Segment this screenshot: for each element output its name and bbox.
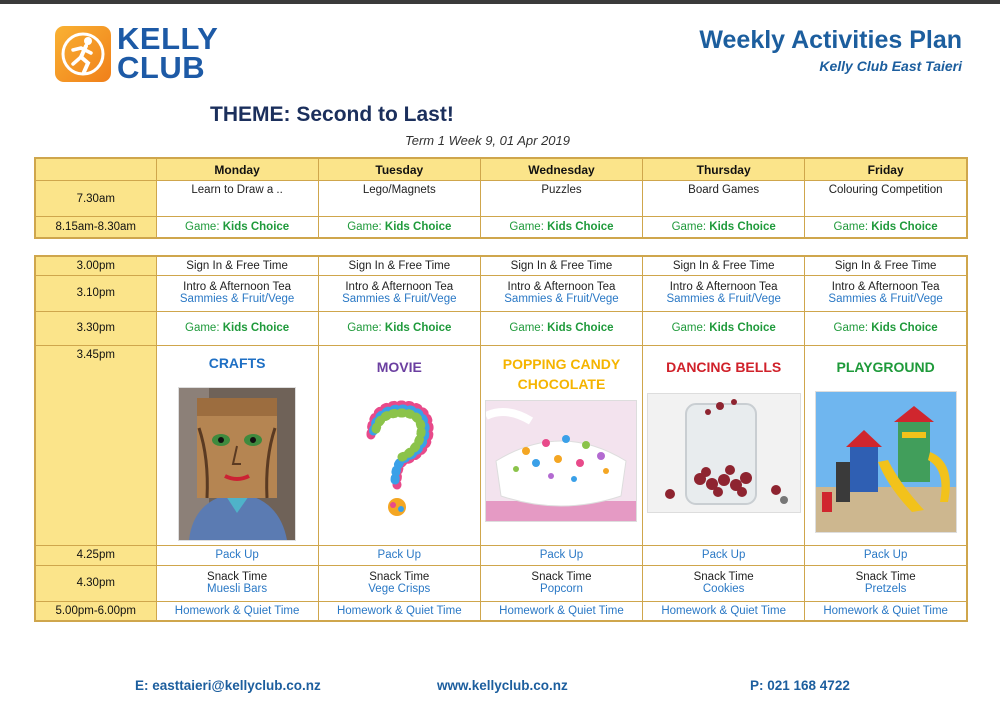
- snack-cell: Snack Time Vege Crisps: [318, 565, 480, 601]
- homework-cell: Homework & Quiet Time: [805, 601, 967, 621]
- candy-chocolate-image: [485, 400, 637, 522]
- activity-playground: [805, 345, 967, 545]
- time-cell: 4.25pm: [35, 545, 156, 565]
- homework-cell: Homework & Quiet Time: [480, 601, 642, 621]
- day-header: Tuesday: [318, 158, 480, 181]
- game-cell: Game: Kids Choice: [480, 217, 642, 238]
- snack-cell: Snack Time Cookies: [643, 565, 805, 601]
- signin-cell: Sign In & Free Time: [643, 256, 805, 275]
- footer-phone[interactable]: P: 021 168 4722: [750, 678, 850, 693]
- snack-cell: Snack Time Popcorn: [480, 565, 642, 601]
- signin-cell: Sign In & Free Time: [480, 256, 642, 275]
- term-date: Term 1 Week 9, 01 Apr 2019: [405, 133, 571, 148]
- table-row: [35, 256, 967, 275]
- table-row: [35, 311, 967, 345]
- game-cell: Game: Kids Choice: [805, 217, 967, 238]
- dancing-bells-jar-image: [647, 393, 801, 513]
- table-row: [35, 345, 967, 545]
- signin-cell: Sign In & Free Time: [156, 256, 318, 275]
- afternoon-tea-cell: Intro & Afternoon Tea Sammies & Fruit/Vege: [643, 275, 805, 311]
- packup-cell: Pack Up: [318, 545, 480, 565]
- time-cell: 7.30am: [35, 181, 156, 217]
- activity-title: MOVIE: [376, 358, 422, 375]
- activity-dancing-bells: [643, 345, 805, 545]
- day-header: Monday: [156, 158, 318, 181]
- packup-cell: Pack Up: [480, 545, 642, 565]
- game-cell: Game: Kids Choice: [805, 311, 967, 345]
- footer-website-link[interactable]: www.kellyclub.co.nz: [437, 678, 568, 693]
- time-cell: 5.00pm-6.00pm: [35, 601, 156, 621]
- afternoon-tea-cell: Intro & Afternoon Tea Sammies & Fruit/Vege: [805, 275, 967, 311]
- activity-title: POPPING CANDY CHOCOLATE: [502, 355, 621, 392]
- page-title: Weekly Activities Plan: [699, 26, 962, 54]
- game-cell: Game: Kids Choice: [318, 311, 480, 345]
- morning-table: [34, 157, 968, 239]
- signin-cell: Sign In & Free Time: [318, 256, 480, 275]
- game-cell: Game: Kids Choice: [318, 217, 480, 238]
- footer-email[interactable]: E: easttaieri@kellyclub.co.nz: [135, 678, 321, 693]
- day-header: Thursday: [643, 158, 805, 181]
- game-cell: Game: Kids Choice: [156, 311, 318, 345]
- game-cell: Game: Kids Choice: [156, 217, 318, 238]
- top-border: [0, 0, 1000, 4]
- activity-cell: Learn to Draw a ..: [156, 181, 318, 217]
- theme-heading: THEME: Second to Last!: [210, 103, 454, 126]
- paper-bag-mask-image: [178, 387, 296, 541]
- activity-cell: Puzzles: [480, 181, 642, 217]
- table-row: [35, 181, 967, 217]
- activity-cell: Lego/Magnets: [318, 181, 480, 217]
- time-cell: 3.30pm: [35, 311, 156, 345]
- snack-cell: Snack Time Muesli Bars: [156, 565, 318, 601]
- afternoon-table: [34, 255, 968, 622]
- activity-title: PLAYGROUND: [836, 358, 935, 375]
- time-cell: 8.15am-8.30am: [35, 217, 156, 238]
- afternoon-tea-cell: Intro & Afternoon Tea Sammies & Fruit/Vege: [480, 275, 642, 311]
- homework-cell: Homework & Quiet Time: [156, 601, 318, 621]
- activity-title: CRAFTS: [208, 354, 266, 371]
- packup-cell: Pack Up: [643, 545, 805, 565]
- packup-cell: Pack Up: [156, 545, 318, 565]
- table-row: [35, 565, 967, 601]
- activity-title: DANCING BELLS: [666, 358, 782, 375]
- table-row: [35, 275, 967, 311]
- time-cell: 3.00pm: [35, 256, 156, 275]
- activity-cell: Colouring Competition: [805, 181, 967, 217]
- game-cell: Game: Kids Choice: [643, 311, 805, 345]
- kelly-club-logo: [55, 21, 219, 85]
- table-row: [35, 217, 967, 238]
- club-name: Kelly Club East Taieri: [819, 58, 962, 74]
- time-cell: 3.10pm: [35, 275, 156, 311]
- activity-popping-candy: [480, 345, 642, 545]
- playground-image: [815, 391, 957, 533]
- table-row: [35, 601, 967, 621]
- homework-cell: Homework & Quiet Time: [318, 601, 480, 621]
- game-cell: Game: Kids Choice: [480, 311, 642, 345]
- running-figure-icon: [55, 26, 111, 82]
- packup-cell: Pack Up: [805, 545, 967, 565]
- day-header: Wednesday: [480, 158, 642, 181]
- day-header: Friday: [805, 158, 967, 181]
- activity-movie: [318, 345, 480, 545]
- question-mark-image: [349, 395, 449, 525]
- activity-crafts: [156, 345, 318, 545]
- logo-text: KELLY CLUB: [117, 21, 219, 85]
- snack-cell: Snack Time Pretzels: [805, 565, 967, 601]
- game-cell: Game: Kids Choice: [643, 217, 805, 238]
- activity-cell: Board Games: [643, 181, 805, 217]
- signin-cell: Sign In & Free Time: [805, 256, 967, 275]
- day-header-row: [35, 158, 967, 181]
- table-row: [35, 545, 967, 565]
- homework-cell: Homework & Quiet Time: [643, 601, 805, 621]
- afternoon-tea-cell: Intro & Afternoon Tea Sammies & Fruit/Vege: [318, 275, 480, 311]
- time-cell: 4.30pm: [35, 565, 156, 601]
- afternoon-tea-cell: Intro & Afternoon Tea Sammies & Fruit/Vege: [156, 275, 318, 311]
- time-cell: 3.45pm: [35, 345, 156, 545]
- corner-cell: [35, 158, 156, 181]
